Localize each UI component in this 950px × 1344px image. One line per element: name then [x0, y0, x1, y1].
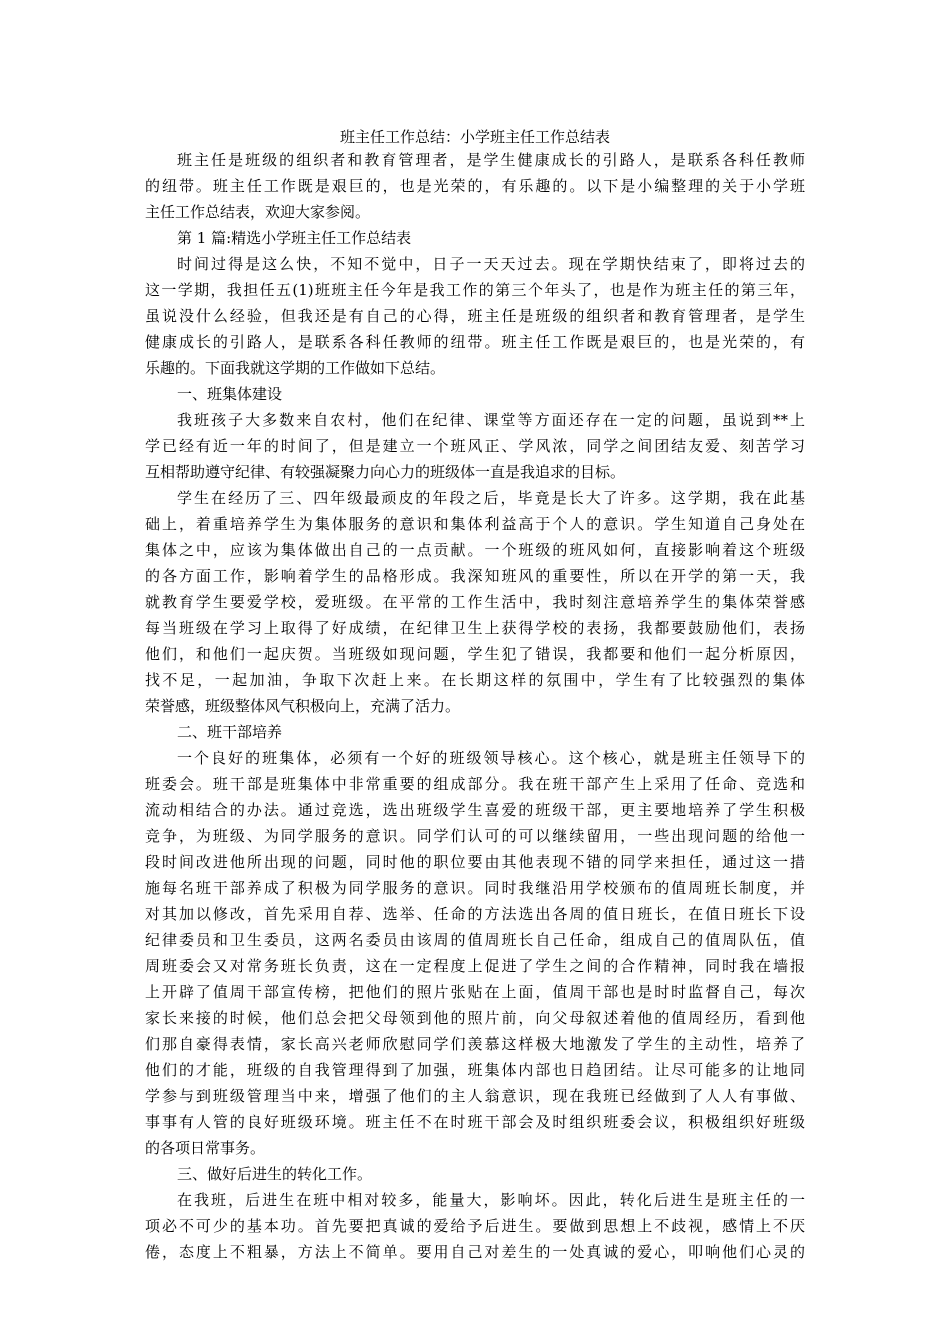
text-line: 每当班级在学习上取得了好成绩，在纪律卫生上获得学校的表扬，我都要鼓励他们，表扬 — [145, 619, 805, 637]
text-line: 三、做好后进生的转化工作。 — [177, 1165, 373, 1183]
text-line: 流动相结合的办法。通过竞选，选出班级学生喜爱的班级干部，更主要地培养了学生积极 — [145, 801, 805, 819]
text-line: 的各方面工作，影响着学生的品格形成。我深知班风的重要性，所以在开学的第一天，我 — [145, 567, 805, 585]
text-line: 纪律委员和卫生委员，这两名委员由该周的值周班长自己任命，组成自己的值周队伍，值 — [145, 931, 805, 949]
text-line: 第 1 篇:精选小学班主任工作总结表 — [177, 229, 412, 247]
text-line: 他们，和他们一起庆贺。当班级如现问题，学生犯了错误，我都要和他们一起分析原因， — [145, 645, 805, 663]
text-line: 学生在经历了三、四年级最顽皮的年段之后，毕竟是长大了许多。这学期，我在此基 — [177, 489, 805, 507]
text-line: 他们的才能，班级的自我管理得到了加强，班集体内部也日趋团结。让尽可能多的让地同 — [145, 1061, 805, 1079]
text-line: 荣誉感，班级整体风气积极向上，充满了活力。 — [145, 697, 461, 715]
text-line: 项必不可少的基本功。首先要把真诚的爱给予后进生。要做到思想上不歧视，感情上不厌 — [145, 1217, 805, 1235]
text-line: 就教育学生要爱学校，爱班级。在平常的工作生活中，我时刻注意培养学生的集体荣誉感 — [145, 593, 805, 611]
text-line: 健康成长的引路人，是联系各科任教师的纽带。班主任工作既是艰巨的，也是光荣的，有 — [145, 333, 805, 351]
text-line: 事事有人管的良好班级环境。班主任不在时班干部会及时组织班委会议，积极组织好班级 — [145, 1113, 805, 1131]
text-line: 上开辟了值周干部宣传榜，把他们的照片张贴在上面，值周干部也是时时监督自己，每次 — [145, 983, 805, 1001]
text-line: 竞争，为班级、为同学服务的意识。同学们认可的可以继续留用，一些出现问题的给他一 — [145, 827, 805, 845]
text-line: 周班委会又对常务班长负责，这在一定程度上促进了学生之间的合作精神，同时我在墙报 — [145, 957, 805, 975]
text-line: 我班孩子大多数来自农村，他们在纪律、课堂等方面还存在一定的问题，虽说到**上 — [177, 411, 805, 429]
text-line: 学参与到班级管理当中来，增强了他们的主人翁意识，现在我班已经做到了人人有事做、 — [145, 1087, 805, 1105]
text-line: 础上，着重培养学生为集体服务的意识和集体利益高于个人的意识。学生知道自己身处在 — [145, 515, 805, 533]
text-line: 班主任是班级的组织者和教育管理者，是学生健康成长的引路人，是联系各科任教师 — [177, 151, 805, 169]
text-line: 在我班，后进生在班中相对较多，能量大，影响坏。因此，转化后进生是班主任的一 — [177, 1191, 805, 1209]
text-line: 们那自豪得表情，家长高兴老师欣慰同学们羡慕这样极大地激发了学生的主动性，培养了 — [145, 1035, 805, 1053]
text-line: 乐趣的。下面我就这学期的工作做如下总结。 — [145, 359, 446, 377]
text-line: 对其加以修改，首先采用自荐、选举、任命的方法选出各周的值日班长，在值日班长下设 — [145, 905, 805, 923]
text-line: 家长来接的时候，他们总会把父母领到他的照片前，向父母叙述着他的值周经历，看到他 — [145, 1009, 805, 1027]
text-line: 施每名班干部养成了积极为同学服务的意识。同时我继沿用学校颁布的值周班长制度，并 — [145, 879, 805, 897]
text-line: 集体之中，应该为集体做出自己的一点贡献。一个班级的班风如何，直接影响着这个班级 — [145, 541, 805, 559]
document-title: 班主任工作总结：小学班主任工作总结表 — [339, 128, 610, 146]
text-line: 段时间改进他所出现的问题，同时他的职位要由其他表现不错的同学来担任，通过这一措 — [145, 853, 805, 871]
text-line: 倦，态度上不粗暴，方法上不简单。要用自己对差生的一处真诚的爱心，叩响他们心灵的 — [145, 1243, 805, 1261]
document-page — [145, 128, 805, 1265]
text-line: 虽说没什么经验，但我还是有自己的心得，班主任是班级的组织者和教育管理者，是学生 — [145, 307, 805, 325]
text-line: 这一学期，我担任五(1)班班主任今年是我工作的第三个年头了，也是作为班主任的第三年， — [145, 281, 805, 299]
document-body — [145, 147, 805, 1265]
text-line: 主任工作总结表，欢迎大家参阅。 — [145, 203, 371, 221]
text-line: 互相帮助遵守纪律、有较强凝聚力向心力的班级体一直是我追求的目标。 — [145, 463, 626, 481]
text-line: 一、班集体建设 — [177, 385, 283, 403]
text-line: 二、班干部培养 — [177, 723, 283, 741]
text-line: 的纽带。班主任工作既是艰巨的，也是光荣的，有乐趣的。以下是小编整理的关于小学班 — [145, 177, 805, 195]
text-line: 找不足，一起加油，争取下次赶上来。在长期这样的氛围中，学生有了比较强烈的集体 — [145, 671, 805, 689]
text-line: 班委会。班干部是班集体中非常重要的组成部分。我在班干部产生上采用了任命、竞选和 — [145, 775, 805, 793]
text-line: 一个良好的班集体，必须有一个好的班级领导核心。这个核心，就是班主任领导下的 — [177, 749, 805, 767]
text-line: 学已经有近一年的时间了，但是建立一个班风正、学风浓，同学之间团结友爱、刻苦学习 — [145, 437, 805, 455]
text-line: 时间过得是这么快，不知不觉中，日子一天天过去。现在学期快结束了，即将过去的 — [177, 255, 805, 273]
text-line: 的各项日常事务。 — [145, 1139, 266, 1157]
